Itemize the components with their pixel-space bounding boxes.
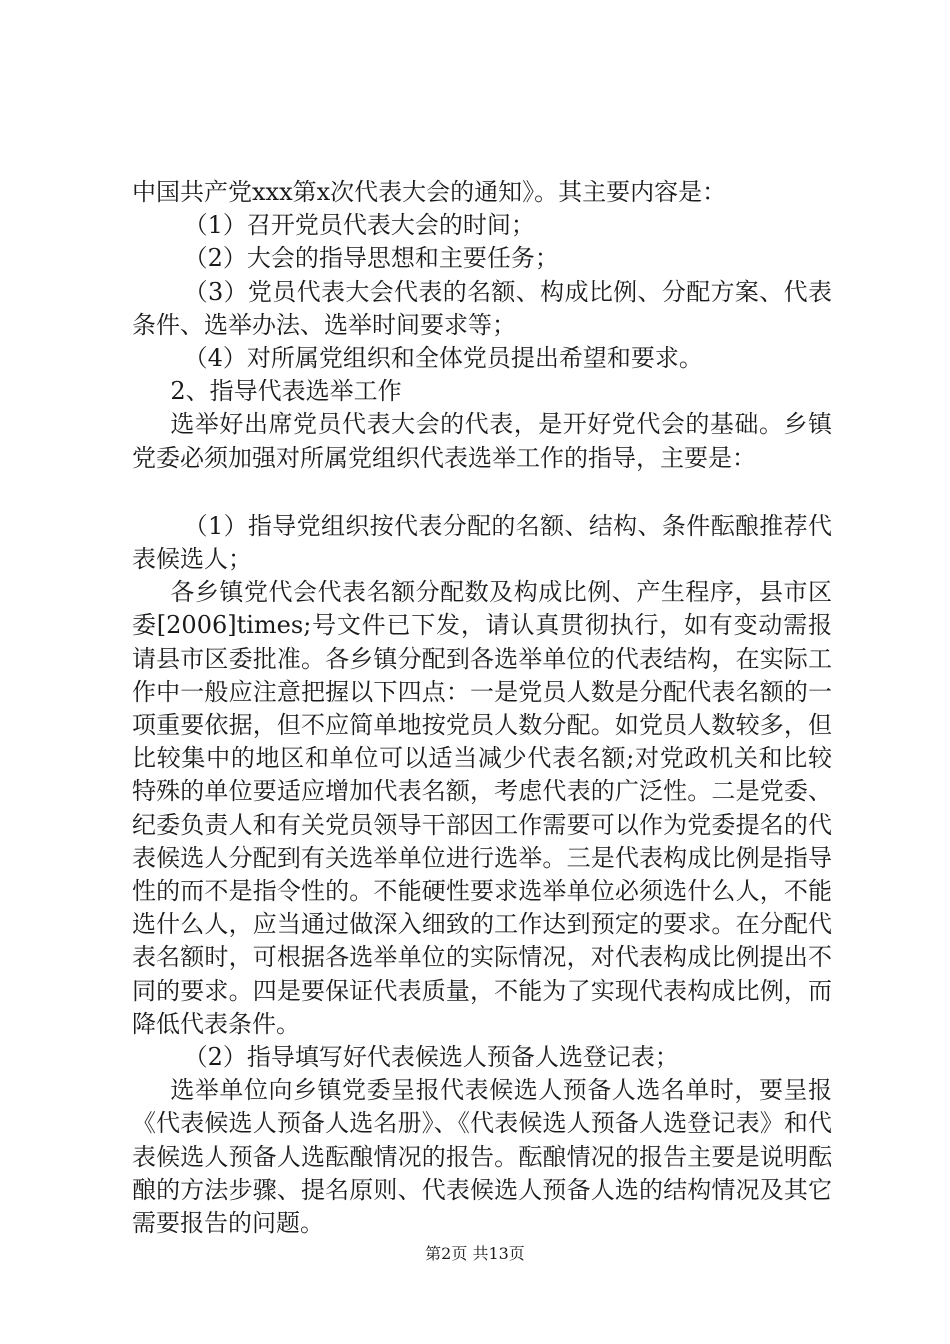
list-item-guiding-thought: （2）大会的指导思想和主要任务；	[183, 244, 559, 273]
paragraph-submission-report: 选举单位向乡镇党委呈报代表候选人预备人选名单时，要呈报《代表候选人预备人选名册》、《代表候选人预备人选登记表》和代表候选人预备人选酝酿情况的报告。酝酿情况的报告主要是说明酝酿的方法步骤、提名原则、代表候选人预备人选的结构情况及其它需要报告的问题。	[132, 1076, 832, 1238]
list-item-recommend-candidates: （1）指导党组织按代表分配的名额、结构、条件酝酿推荐代表候选人；	[132, 511, 832, 574]
list-item-hopes-requirements: （4）对所属党组织和全体党员提出希望和要求。	[183, 344, 703, 373]
document-body	[132, 176, 832, 1240]
page-number-footer: 第2页 共13页	[425, 1244, 525, 1263]
list-item-registration-form: （2）指导填写好代表候选人预备人选登记表；	[183, 1043, 679, 1072]
paragraph-notice-title-tail: 中国共产党xxx第x次代表大会的通知》。其主要内容是：	[132, 178, 727, 206]
paragraph-spacer	[132, 475, 832, 510]
paragraph-quota-distribution: 各乡镇党代会代表名额分配数及构成比例、产生程序，县市区委[2006]times;号文件已下发，请认真贯彻执行，如有变动需报请县市区委批准。各乡镇分配到各选举单位的代表结构，在实际工作中一般应注意把握以下四点：一是党员人数是分配代表名额的一项重要依据，但不应简单地按党员人数分配。如党员人数较多，但比较集中的地区和单位可以适当减少代表名额;对党政机关和比较特殊的单位要适应增加代表名额，考虑代表的广泛性。二是党委、纪委负责人和有关党员领导干部因工作需要可以作为党委提名的代表候选人分配到有关选举单位进行选举。三是代表构成比例是指导性的而不是指令性的。不能硬性要求选举单位必须选什么人，不能选什么人，应当通过做深入细致的工作达到预定的要求。在分配代表名额时，可根据各选举单位的实际情况，对代表构成比例提出不同的要求。四是要保证代表质量，不能为了实现代表构成比例，而降低代表条件。	[132, 578, 832, 1038]
section-heading-election-guidance: 2、指导代表选举工作	[170, 377, 402, 406]
paragraph-election-intro: 选举好出席党员代表大会的代表，是开好党代会的基础。乡镇党委必须加强对所属党组织代表选举工作的指导，主要是：	[132, 410, 832, 472]
list-item-delegate-quota: （3）党员代表大会代表的名额、构成比例、分配方案、代表条件、选举办法、选举时间要求等；	[132, 277, 832, 339]
list-item-meeting-time: （1）召开党员代表大会的时间；	[183, 211, 535, 240]
